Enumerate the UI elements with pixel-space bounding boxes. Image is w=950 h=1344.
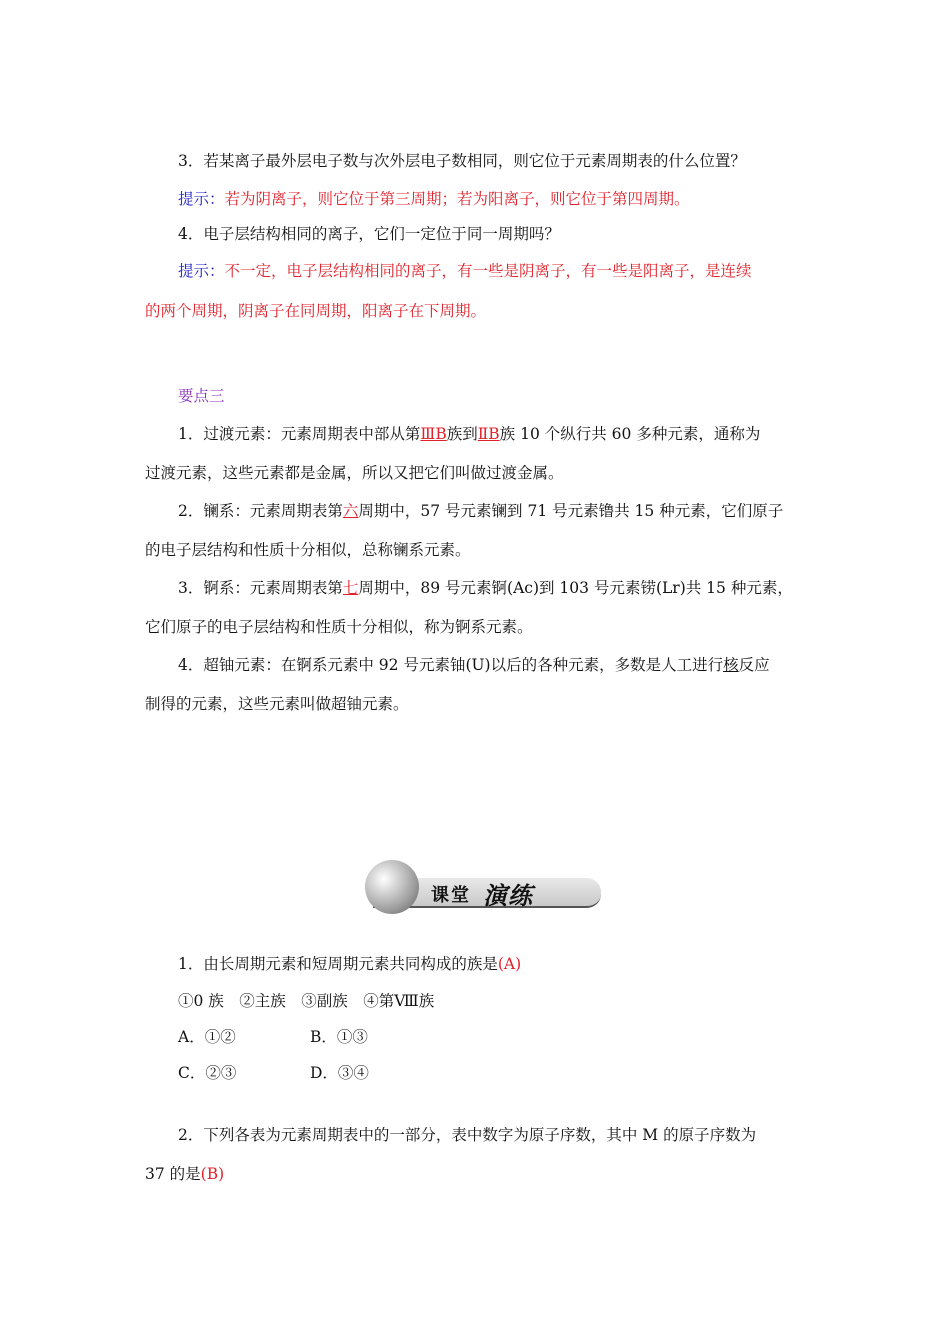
text: 1．由长周期元素和短周期元素共同构成的族是 xyxy=(178,955,498,973)
point-3-line1 xyxy=(178,577,793,599)
answer: (B) xyxy=(200,1165,225,1183)
hint-4-line1 xyxy=(178,260,752,282)
fill-blank: 核 xyxy=(723,656,739,674)
answer: (A) xyxy=(497,955,522,973)
fill-blank: 六 xyxy=(342,502,359,520)
hint-4-line2: 的两个周期，阴离子在同周期，阳离子在下周期。 xyxy=(145,302,487,320)
exercise-2-line2 xyxy=(145,1163,224,1185)
question-3 xyxy=(178,150,746,172)
question-text: 若某离子最外层电子数与次外层电子数相同，则它位于元素周期表的什么位置？ xyxy=(203,152,746,170)
question-text: 电子层结构相同的离子，它们一定位于同一周期吗？ xyxy=(203,225,560,243)
hint-text: 不一定，电子层结构相同的离子，有一些是阴离子，有一些是阳离子，是连续 xyxy=(224,262,752,280)
point-3-line2: 它们原子的电子层结构和性质十分相似，称为锕系元素。 xyxy=(145,618,533,636)
section-title: 要点三 xyxy=(178,387,225,405)
option-b: B．①③ xyxy=(310,1028,368,1046)
banner-title-large: 演练 xyxy=(483,881,533,910)
text: 37 的是 xyxy=(145,1165,201,1183)
question-number: 3． xyxy=(178,152,204,170)
hint-label: 提示： xyxy=(178,190,225,208)
question-4 xyxy=(178,223,560,245)
exercise-1-stem xyxy=(178,953,521,975)
exercise-1-items: ①0 族 ②主族 ③副族 ④第Ⅷ族 xyxy=(178,992,435,1010)
text: 族到 xyxy=(446,425,478,443)
question-number: 4． xyxy=(178,225,204,243)
point-1-line2: 过渡元素，这些元素都是金属，所以又把它们叫做过渡金属。 xyxy=(145,464,564,482)
exercise-2-line1: 2．下列各表为元素周期表中的一部分，表中数字为原子序数，其中 M 的原子序数为 xyxy=(178,1126,757,1144)
text: 反应 xyxy=(738,656,770,674)
option-a: A．①② xyxy=(178,1028,236,1046)
text: 4．超铀元素：在锕系元素中 92 号元素铀(U)以后的各种元素，多数是人工进行 xyxy=(178,656,724,674)
text: 3．锕系：元素周期表第 xyxy=(178,579,343,597)
text: 周期中，57 号元素镧到 71 号元素镥共 15 种元素，它们原子 xyxy=(358,502,784,520)
text: 2．镧系：元素周期表第 xyxy=(178,502,343,520)
banner-emblem-icon xyxy=(365,860,419,914)
banner-title-small: 课堂 xyxy=(431,885,471,906)
text: 1．过渡元素：元素周期表中部从第 xyxy=(178,425,421,443)
text: 族 10 个纵行共 60 多种元素，通称为 xyxy=(499,425,761,443)
section-banner xyxy=(343,856,605,918)
fill-blank: ⅢB xyxy=(420,425,447,443)
option-c: C．②③ xyxy=(178,1064,237,1082)
hint-text: 若为阴离子，则它位于第三周期；若为阳离子，则它位于第四周期。 xyxy=(224,190,690,208)
option-d: D．③④ xyxy=(310,1064,369,1082)
text: 周期中，89 号元素锕(Ac)到 103 号元素铹(Lr)共 15 种元素， xyxy=(358,579,793,597)
hint-label: 提示： xyxy=(178,262,225,280)
point-2-line2: 的电子层结构和性质十分相似，总称镧系元素。 xyxy=(145,541,471,559)
point-4-line1 xyxy=(178,654,770,676)
fill-blank: ⅡB xyxy=(477,425,500,443)
point-1-line1 xyxy=(178,423,760,445)
fill-blank: 七 xyxy=(342,579,359,597)
hint-3 xyxy=(178,188,690,210)
point-4-line2: 制得的元素，这些元素叫做超铀元素。 xyxy=(145,695,409,713)
point-2-line1 xyxy=(178,500,783,522)
